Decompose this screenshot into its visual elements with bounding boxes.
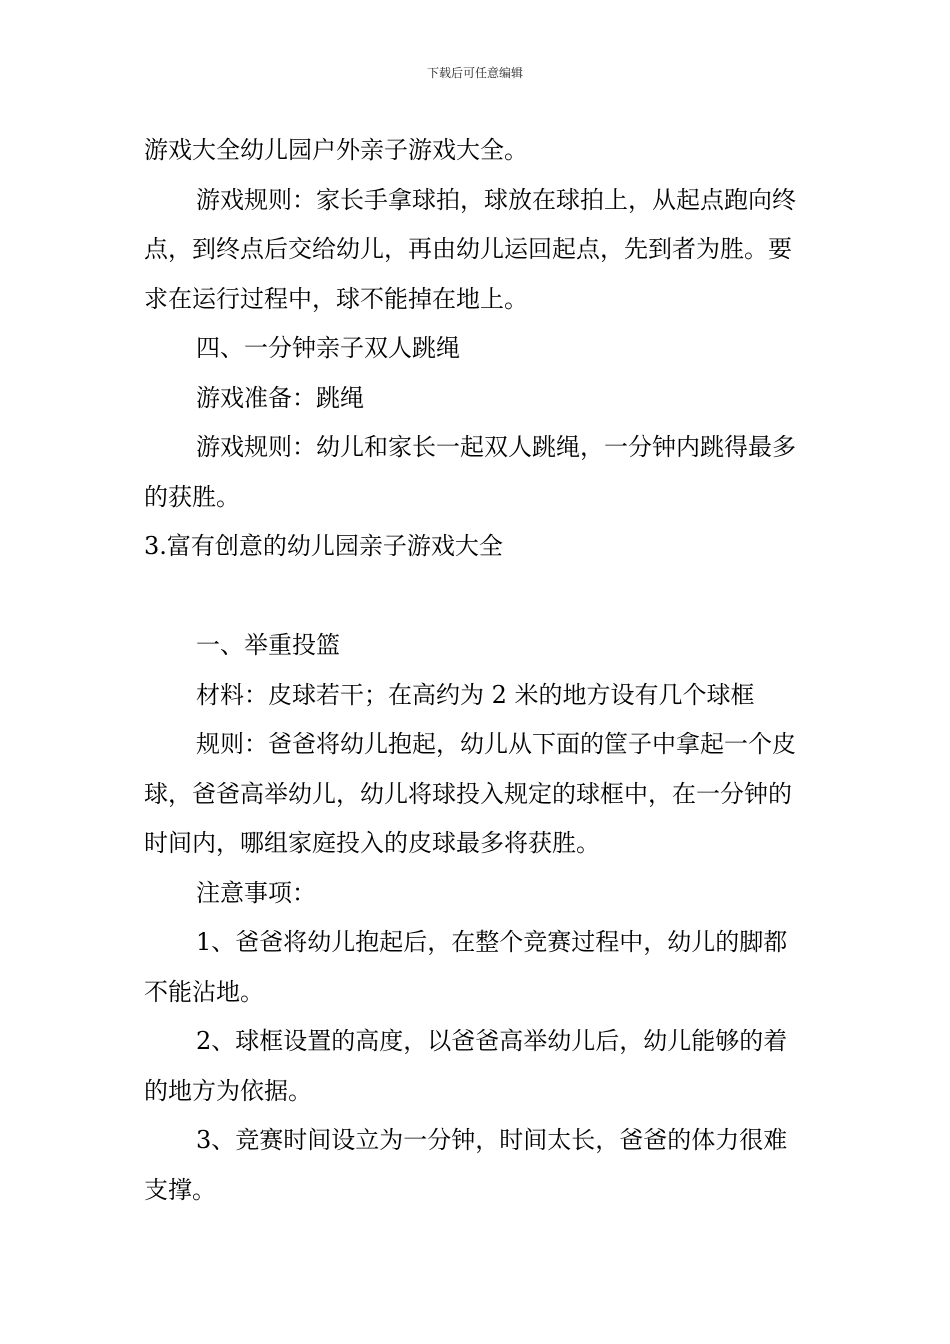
paragraph-rules-shoot: 规则：爸爸将幼儿抱起，幼儿从下面的筐子中拿起一个皮球，爸爸高举幼儿，幼儿将球投入规定的球框中，在一分钟的时间内，哪组家庭投入的皮球最多将获胜。 bbox=[144, 730, 796, 857]
paragraph-rules-jump-rope: 游戏规则：幼儿和家长一起双人跳绳，一分钟内跳得最多的获胜。 bbox=[144, 433, 796, 511]
page-header-note: 下载后可任意编辑 bbox=[426, 66, 523, 80]
paragraph-note-3: 3、竞赛时间设立为一分钟，时间太长，爸爸的体力很难支撑。 bbox=[144, 1126, 788, 1204]
document-body bbox=[144, 126, 810, 1215]
paragraph-note-2: 2、球框设置的高度，以爸爸高举幼儿后，幼儿能够的着的地方为依据。 bbox=[144, 1027, 788, 1105]
paragraph-preparation: 游戏准备：跳绳 bbox=[196, 383, 364, 412]
blank-line bbox=[144, 572, 810, 622]
section-heading-jump-rope: 四、一分钟亲子双人跳绳 bbox=[196, 334, 460, 362]
paragraph-rules-ball: 游戏规则：家长手拿球拍，球放在球拍上，从起点跑向终点，到终点后交给幼儿，再由幼儿运回起点，先到者为胜。要求在运行过程中，球不能掉在地上。 bbox=[144, 185, 796, 313]
paragraph-intro: 游戏大全幼儿园户外亲子游戏大全。 bbox=[144, 136, 528, 164]
paragraph-notes-heading: 注意事项： bbox=[196, 878, 316, 907]
paragraph-materials: 材料：皮球若干；在高约为 2 米的地方设有几个球框 bbox=[196, 680, 755, 709]
section-heading-weightlift-shoot: 一、举重投篮 bbox=[196, 631, 340, 659]
paragraph-note-1: 1、爸爸将幼儿抱起后，在整个竞赛过程中，幼儿的脚都不能沾地。 bbox=[144, 928, 788, 1006]
section-heading-creative-games: 3.富有创意的幼儿园亲子游戏大全 bbox=[144, 532, 503, 560]
